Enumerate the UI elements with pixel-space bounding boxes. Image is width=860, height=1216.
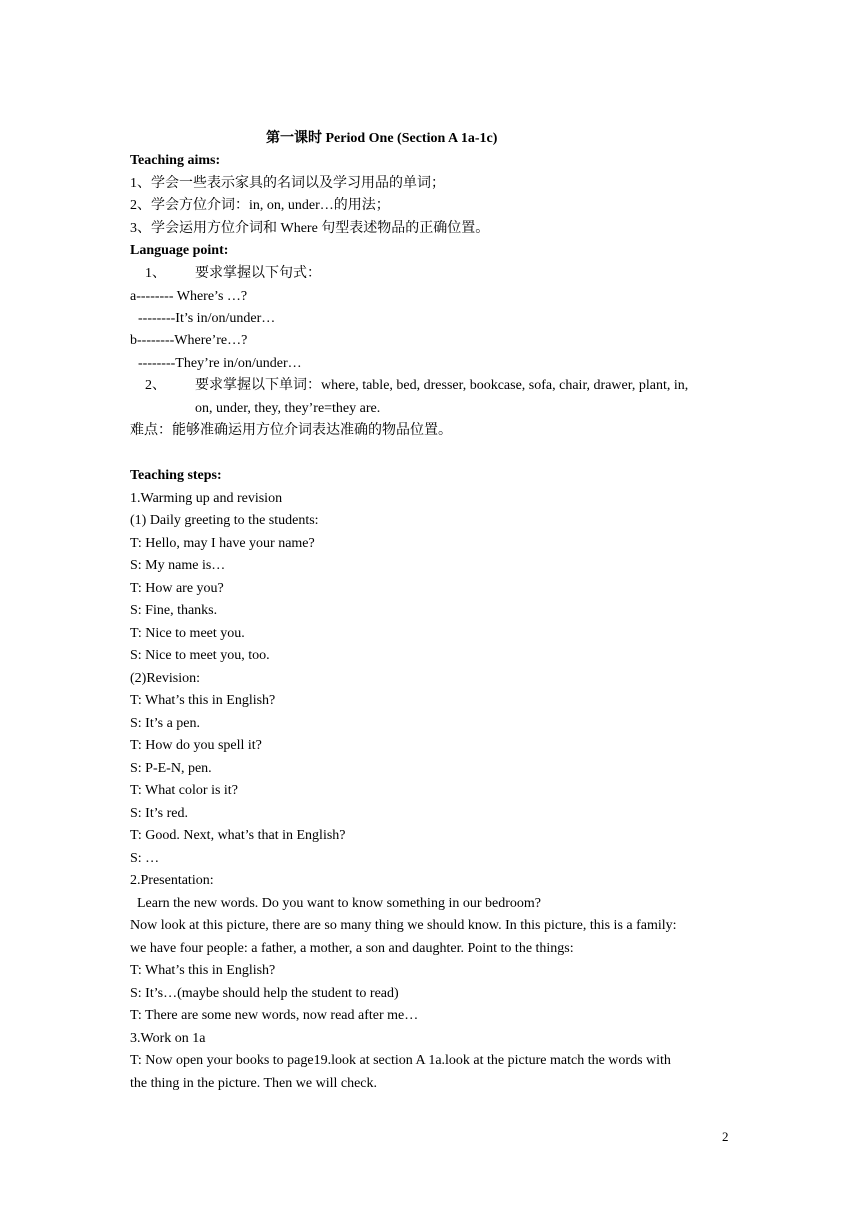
- aim-line: 1、学会一些表示家具的名词以及学习用品的单词；: [130, 176, 445, 191]
- step-line: S: It’s red.: [130, 806, 188, 821]
- step-line: T: Good. Next, what’s that in English?: [130, 828, 346, 843]
- step-line: T: What’s this in English?: [130, 693, 276, 708]
- step-line: T: How do you spell it?: [130, 738, 262, 753]
- step-line: S: My name is…: [130, 558, 226, 573]
- language-point-number: 1、: [145, 266, 166, 281]
- steps-heading: Teaching steps:: [130, 468, 222, 483]
- step-line: Learn the new words. Do you want to know something in our bedroom?: [137, 896, 541, 911]
- step-line: T: There are some new words, now read after me…: [130, 1008, 419, 1023]
- step-line: 3.Work on 1a: [130, 1031, 206, 1046]
- pattern-line: b--------Where’re…?: [130, 333, 248, 348]
- step-line: (2)Revision:: [130, 671, 200, 686]
- step-line: the thing in the picture. Then we will check.: [130, 1076, 378, 1091]
- step-line: S: …: [130, 851, 160, 866]
- step-line: 1.Warming up and revision: [130, 491, 283, 506]
- step-line: T: What’s this in English?: [130, 963, 276, 978]
- step-line: 2.Presentation:: [130, 873, 214, 888]
- difficulty-line: 难点：能够准确运用方位介词表达准确的物品位置。: [130, 423, 452, 438]
- step-line: S: Fine, thanks.: [130, 603, 218, 618]
- page-number: 2: [722, 1129, 729, 1144]
- pattern-line: a-------- Where’s …?: [130, 289, 248, 304]
- step-line: S: It’s a pen.: [130, 716, 200, 731]
- pattern-line: --------They’re in/on/under…: [138, 356, 302, 371]
- step-line: S: It’s…(maybe should help the student to read): [130, 986, 399, 1001]
- language-point-text: 要求掌握以下单词：where, table, bed, dresser, bookcase, sofa, chair, drawer, plant, in,: [195, 378, 689, 393]
- step-line: S: Nice to meet you, too.: [130, 648, 270, 663]
- step-line: T: What color is it?: [130, 783, 238, 798]
- step-line: T: Nice to meet you.: [130, 626, 245, 641]
- step-line: T: Now open your books to page19.look at section A 1a.look at the picture match the words with: [130, 1053, 671, 1068]
- language-point-text: 要求掌握以下句式：: [195, 266, 321, 281]
- step-line: Now look at this picture, there are so many thing we should know. In this picture, this is a family:: [130, 918, 677, 933]
- aim-line: 3、学会运用方位介词和 Where 句型表述物品的正确位置。: [130, 221, 490, 236]
- step-line: S: P-E-N, pen.: [130, 761, 212, 776]
- aims-heading: Teaching aims:: [130, 153, 221, 168]
- page-title: 第一课时 Period One (Section A 1a-1c): [266, 131, 498, 146]
- language-point-text-continued: on, under, they, they’re=they are.: [195, 401, 381, 416]
- step-line: (1) Daily greeting to the students:: [130, 513, 319, 528]
- aim-line: 2、学会方位介词：in, on, under…的用法；: [130, 198, 390, 213]
- language-point-number: 2、: [145, 378, 166, 393]
- step-line: T: Hello, may I have your name?: [130, 536, 315, 551]
- language-point-heading: Language point:: [130, 243, 229, 258]
- step-line: we have four people: a father, a mother, a son and daughter. Point to the things:: [130, 941, 574, 956]
- pattern-line: --------It’s in/on/under…: [138, 311, 276, 326]
- step-line: T: How are you?: [130, 581, 224, 596]
